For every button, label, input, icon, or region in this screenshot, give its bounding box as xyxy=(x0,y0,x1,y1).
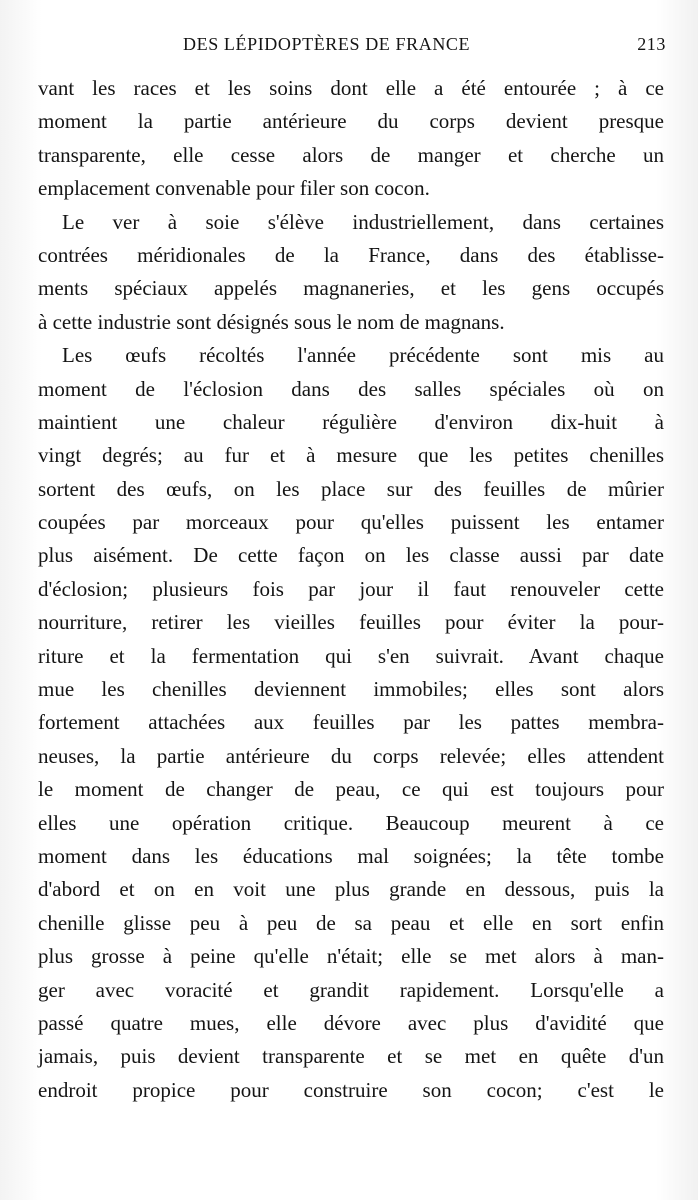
paragraph-1 xyxy=(38,72,664,206)
text-line: vant les races et les soins dont elle a été entourée ; à ce xyxy=(38,76,664,100)
text-line: moment la partie antérieure du corps devient presque xyxy=(38,109,664,134)
text-line: sortent des œufs, on les place sur des feuilles de mûrier xyxy=(38,476,664,501)
text-line: nourriture, retirer les vieilles feuilles pour éviter la pour- xyxy=(38,610,664,635)
text-line: ger avec voracité et grandit rapidement. Lorsqu'elle a xyxy=(38,977,664,1002)
text-line: moment de l'éclosion dans des salles spéciales où on xyxy=(38,376,664,401)
text-line: Les œufs récoltés l'année précédente sont mis au xyxy=(62,343,664,368)
text-line: jamais, puis devient transparente et se met en quête d'un xyxy=(38,1044,664,1069)
text-line: contrées méridionales de la France, dans des établisse- xyxy=(38,242,664,267)
body-text xyxy=(38,72,664,1107)
text-line: vingt degrés; au fur et à mesure que les petites chenilles xyxy=(38,443,664,468)
text-line: neuses, la partie antérieure du corps relevée; elles attendent xyxy=(38,743,664,768)
text-line: le moment de changer de peau, ce qui est toujours pour xyxy=(38,777,664,802)
text-line: endroit propice pour construire son cocon; c'est le xyxy=(38,1077,664,1102)
running-head xyxy=(38,34,666,58)
text-line: moment dans les éducations mal soignées; la tête tombe xyxy=(38,843,664,868)
text-line: à cette industrie sont désignés sous le nom de magnans. xyxy=(38,309,505,334)
text-line: elles une opération critique. Beaucoup meurent à ce xyxy=(38,810,664,835)
text-line: emplacement convenable pour filer son cocon. xyxy=(38,176,430,201)
text-line: coupées par morceaux pour qu'elles puissent les entamer xyxy=(38,510,664,535)
running-title: DES LÉPIDOPTÈRES DE FRANCE xyxy=(183,34,471,54)
paragraph-2 xyxy=(38,206,664,340)
text-line: transparente, elle cesse alors de manger et cherche un xyxy=(38,142,664,167)
text-line: Le ver à soie s'élève industriellement, dans certaines xyxy=(62,209,664,234)
text-line: maintient une chaleur régulière d'environ dix-huit à xyxy=(38,409,664,434)
text-line: ments spéciaux appelés magnaneries, et les gens occupés xyxy=(38,276,664,301)
text-line: passé quatre mues, elle dévore avec plus d'avidité que xyxy=(38,1010,664,1035)
text-line: mue les chenilles deviennent immobiles; elles sont alors xyxy=(38,677,664,702)
text-line: riture et la fermentation qui s'en suivrait. Avant chaque xyxy=(38,643,664,668)
paragraph-3 xyxy=(38,339,664,1107)
page-number: 213 xyxy=(637,34,666,54)
text-line: d'abord et on en voit une plus grande en dessous, puis la xyxy=(38,877,664,902)
text-line: plus aisément. De cette façon on les classe aussi par date xyxy=(38,543,664,568)
text-line: d'éclosion; plusieurs fois par jour il faut renouveler cette xyxy=(38,576,664,601)
text-line: plus grosse à peine qu'elle n'était; elle se met alors à man- xyxy=(38,944,664,969)
text-line: fortement attachées aux feuilles par les pattes membra- xyxy=(38,710,664,735)
text-line: chenille glisse peu à peu de sa peau et elle en sort enfin xyxy=(38,910,664,935)
